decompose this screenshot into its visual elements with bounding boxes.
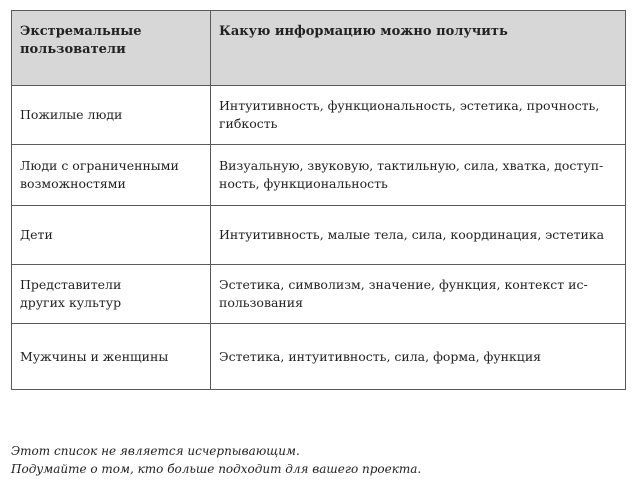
cell-user [12, 206, 211, 265]
cell-info-text: пользования [219, 295, 303, 310]
cell-user-text: Пожилые люди [20, 107, 123, 122]
cell-user [12, 324, 211, 390]
cell-info [211, 145, 626, 206]
header-information [211, 11, 626, 86]
table-row [12, 145, 626, 206]
cell-info-text: Эстетика, символизм, значение, функция, контекст ис- [219, 277, 588, 292]
cell-info [211, 86, 626, 145]
cell-user-text: Мужчины и женщины [20, 348, 169, 364]
header-info-text: Какую информацию можно получить [219, 24, 508, 39]
cell-user-text: Люди с ограниченными [20, 158, 179, 173]
footnote-line1: Этот список не является исчерпывающим. [11, 444, 300, 458]
cell-info-text: Эстетика, интуитивность, сила, форма, функция [219, 348, 542, 364]
cell-info-text: Интуитивность, малые тела, сила, координация, эстетика [219, 227, 605, 242]
footnote-line2: Подумайте о том, кто больше подходит для вашего проекта. [11, 462, 422, 476]
header-users-line1: Экстремальные [20, 24, 142, 39]
cell-user [12, 86, 211, 145]
header-extreme-users [12, 11, 211, 86]
extreme-users-table [11, 10, 626, 390]
table-row [12, 86, 626, 145]
cell-user-text: возможностями [20, 176, 126, 191]
cell-info-text: Визуальную, звуковую, тактильную, сила, хватка, доступ- [219, 158, 604, 173]
footnote [11, 442, 421, 478]
cell-info [211, 206, 626, 265]
header-users-line2: пользователи [20, 42, 126, 57]
table-header-row [12, 11, 626, 86]
cell-info [211, 265, 626, 324]
cell-user [12, 265, 211, 324]
table-row [12, 265, 626, 324]
cell-user-text: Представители [20, 277, 122, 292]
cell-info [211, 324, 626, 390]
cell-info-text: гибкость [219, 116, 278, 131]
cell-user-text: Дети [20, 227, 53, 242]
table-row [12, 206, 626, 265]
table-row [12, 324, 626, 390]
cell-info-text: ность, функциональность [219, 176, 388, 191]
cell-user [12, 145, 211, 206]
cell-user-text: других культур [20, 295, 122, 310]
cell-info-text: Интуитивность, функциональность, эстетика, прочность, [219, 98, 600, 113]
